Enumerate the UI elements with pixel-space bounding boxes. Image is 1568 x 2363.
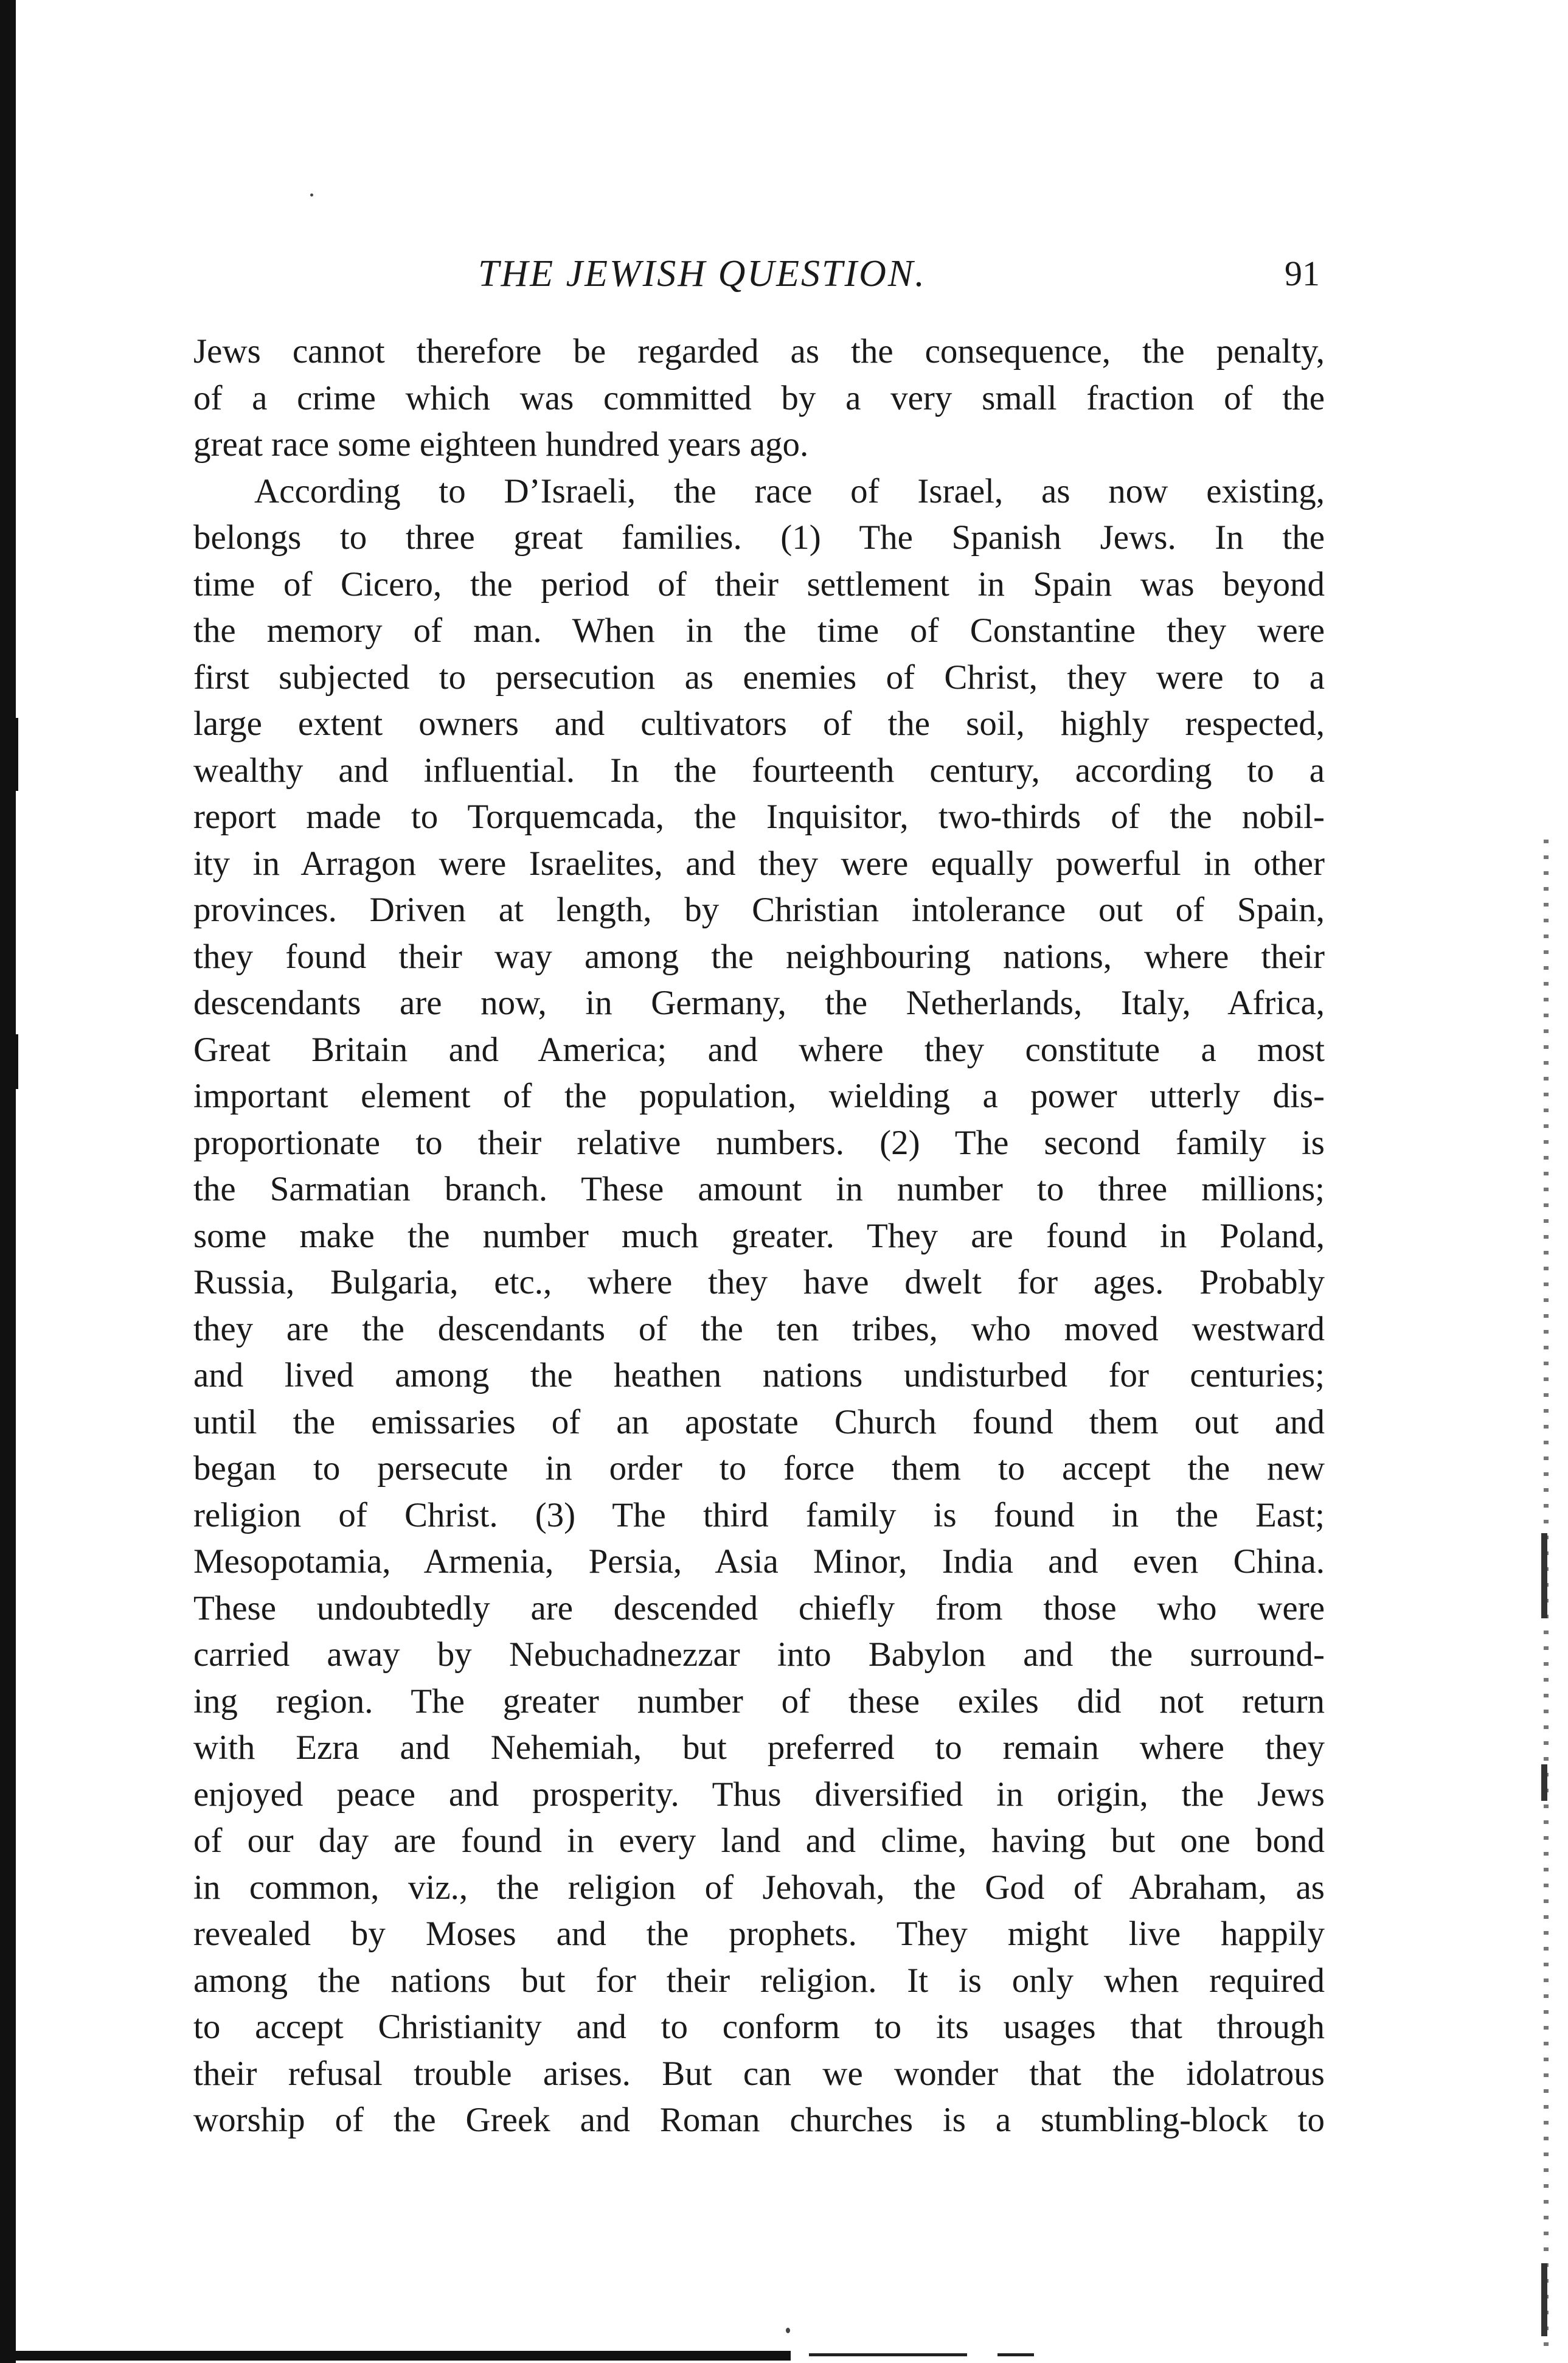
page-bottom-edge-fragment [809,2353,967,2356]
text-line: first subjected to persecution as enemies of Christ, they were to a [193,658,1325,697]
text-line: in common, viz., the religion of Jehovah, the God of Abraham, as [193,1868,1325,1907]
page-number: 91 [1285,254,1320,293]
text-line: ing region. The greater number of these exiles did not return [193,1682,1325,1721]
body-text [193,329,1325,2144]
binding-edge-shadow [0,0,16,2363]
text-line: Russia, Bulgaria, etc., where they have dwelt for ages. Probably [193,1263,1325,1301]
text-line: they are the descendants of the ten tribes, who moved westward [193,1309,1325,1348]
text-line: Great Britain and America; and where they constitute a most [193,1030,1325,1069]
text-line: enjoyed peace and prosperity. Thus diversified in origin, the Jews [193,1775,1325,1814]
binding-edge-notch [7,1034,18,1089]
text-line: belongs to three great families. (1) The Spanish Jews. In the [193,518,1325,557]
text-line: time of Cicero, the period of their settlement in Spain was beyond [193,565,1325,604]
text-line: large extent owners and cultivators of the soil, highly respected, [193,705,1325,743]
right-page-edge-mark [1541,2263,1547,2336]
scan-speck [786,2328,790,2333]
page-header [201,246,1320,301]
text-line: and lived among the heathen nations undisturbed for centuries; [193,1356,1325,1394]
text-line: to accept Christianity and to conform to its usages that through [193,2008,1325,2046]
text-line: Jews cannot therefore be regarded as the consequence, the penalty, [193,332,1325,371]
text-line: of our day are found in every land and clime, having but one bond [193,1822,1325,1860]
scan-speck [310,193,313,197]
text-line: religion of Christ. (3) The third family is found in the East; [193,1495,1325,1534]
binding-edge-notch [7,718,18,791]
text-line: carried away by Nebuchadnezzar into Babylon and the surround- [193,1635,1325,1674]
text-line: report made to Torquemcada, the Inquisitor, two-thirds of the nobil- [193,798,1325,836]
text-line: until the emissaries of an apostate Church found them out and [193,1402,1325,1441]
text-line: provinces. Driven at length, by Christian intolerance out of Spain, [193,891,1325,929]
text-line: some make the number much greater. They are found in Poland, [193,1216,1325,1255]
text-line: the Sarmatian branch. These amount in number to three millions; [193,1170,1325,1208]
text-line: Mesopotamia, Armenia, Persia, Asia Minor, India and even China. [193,1542,1325,1581]
right-page-edge-mark [1541,1764,1547,1801]
text-line: the memory of man. When in the time of Constantine they were [193,611,1325,650]
running-head: THE JEWISH QUESTION. [478,253,926,294]
text-line: of a crime which was committed by a very small fraction of the [193,378,1325,417]
text-line: According to D’Israeli, the race of Israel, as now existing, [254,472,1325,510]
text-line: worship of the Greek and Roman churches is a stumbling-block to [193,2101,1325,2139]
text-line: they found their way among the neighbouring nations, where their [193,937,1325,976]
text-line: These undoubtedly are descended chiefly from those who were [193,1589,1325,1627]
text-line: began to persecute in order to force them to accept the new [193,1449,1325,1488]
text-line: with Ezra and Nehemiah, but preferred to remain where they [193,1728,1325,1767]
page-bottom-edge-fragment [997,2353,1034,2356]
text-line: their refusal trouble arises. But can we wonder that the idolatrous [193,2054,1325,2093]
text-line: important element of the population, wielding a power utterly dis- [193,1077,1325,1115]
text-line: proportionate to their relative numbers. (2) The second family is [193,1123,1325,1162]
right-page-edge-mark [1541,1533,1547,1618]
text-line: revealed by Moses and the prophets. They might live happily [193,1915,1325,1953]
text-line: ity in Arragon were Israelites, and they were equally powerful in other [193,844,1325,883]
text-line: descendants are now, in Germany, the Netherlands, Italy, Africa, [193,984,1325,1022]
text-line: among the nations but for their religion. It is only when required [193,1961,1325,2000]
text-line: wealthy and influential. In the fourteenth century, according to a [193,751,1325,790]
page-bottom-edge [0,2351,791,2361]
text-line: great race some eighteen hundred years ago. [193,425,809,464]
